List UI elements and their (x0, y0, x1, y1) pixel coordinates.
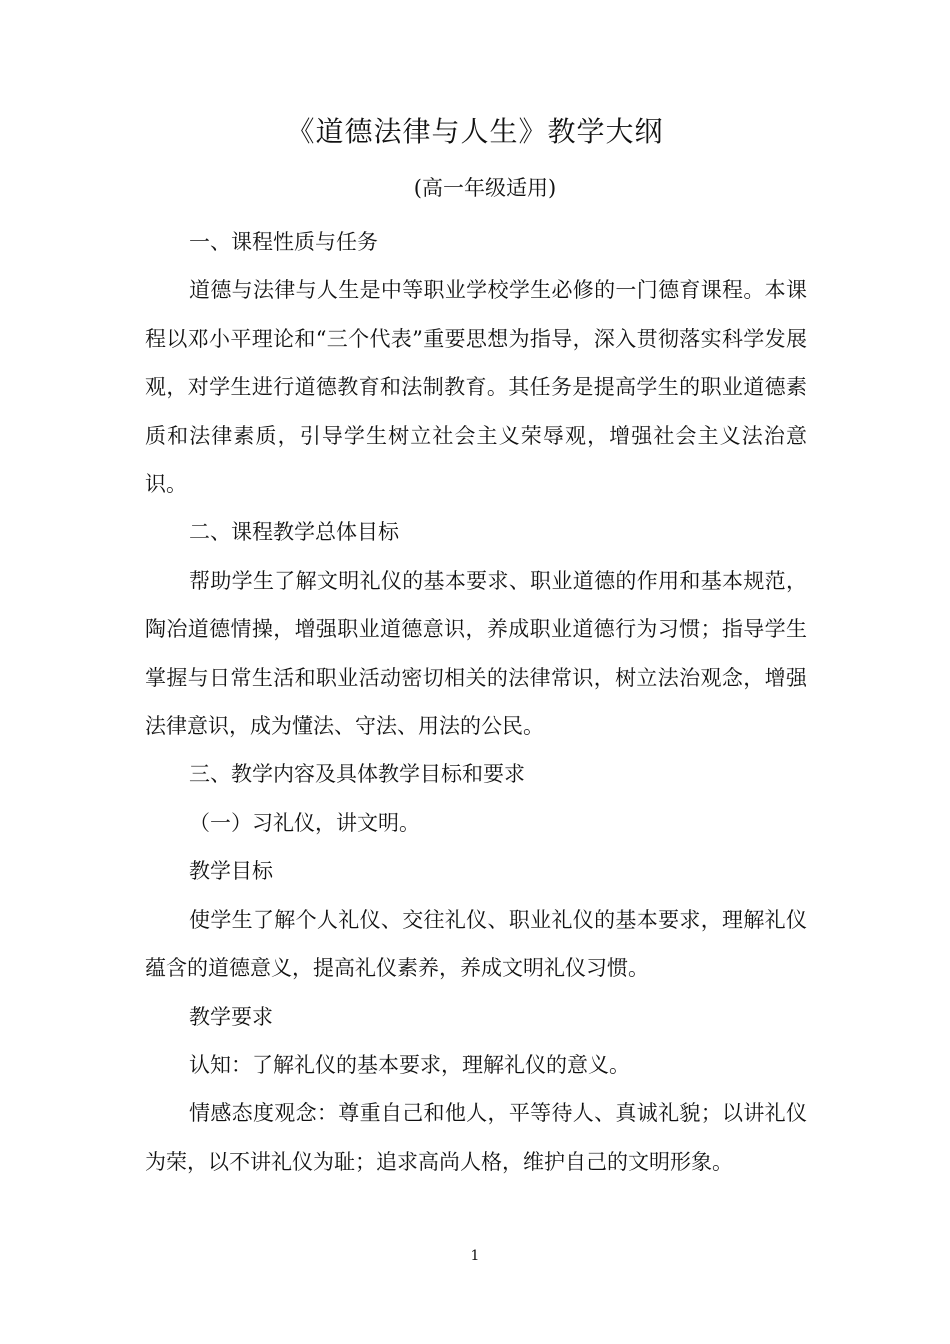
body-paragraph: 情感态度观念：尊重自己和他人，平等待人、真诚礼貌；以讲礼仪为荣，以不讲礼仪为耻；追求高尚人格，维护自己的文明形象。 (145, 1101, 807, 1174)
document-body (145, 218, 807, 1186)
body-paragraph: 帮助学生了解文明礼仪的基本要求、职业道德的作用和基本规范，陶冶道德情操，增强职业道德意识，养成职业道德行为习惯；指导学生掌握与日常生活和职业活动密切相关的法律常识，树立法治观念，增强法律意识，成为懂法、守法、用法的公民。 (145, 568, 807, 739)
section-heading: 一、课程性质与任务 (189, 230, 378, 254)
page-number: 1 (470, 1248, 480, 1264)
document-title: 《道德法律与人生》教学大纲 (286, 115, 664, 148)
section-heading: 二、课程教学总体目标 (189, 520, 399, 545)
body-paragraph: 使学生了解个人礼仪、交往礼仪、职业礼仪的基本要求，理解礼仪蕴含的道德意义，提高礼仪素养，养成文明礼仪习惯。 (145, 907, 807, 981)
subheading: 教学要求 (189, 1004, 273, 1029)
document-subtitle: (高一年级适用) (413, 176, 557, 200)
section-heading: 三、教学内容及具体教学目标和要求 (189, 762, 525, 787)
body-paragraph: 认知：了解礼仪的基本要求，理解礼仪的意义。 (189, 1052, 630, 1077)
subheading: 教学目标 (189, 859, 273, 884)
body-paragraph: 道德与法律与人生是中等职业学校学生必修的一门德育课程。本课程以邓小平理论和“三个代表”重要思想为指导，深入贯彻落实科学发展观，对学生进行道德教育和法制教育。其任务是提高学生的职业道德素质和法律素质，引导学生树立社会主义荣辱观，增强社会主义法治意识。 (145, 278, 807, 497)
subsection-heading: （一）习礼仪，讲文明。 (189, 810, 420, 835)
